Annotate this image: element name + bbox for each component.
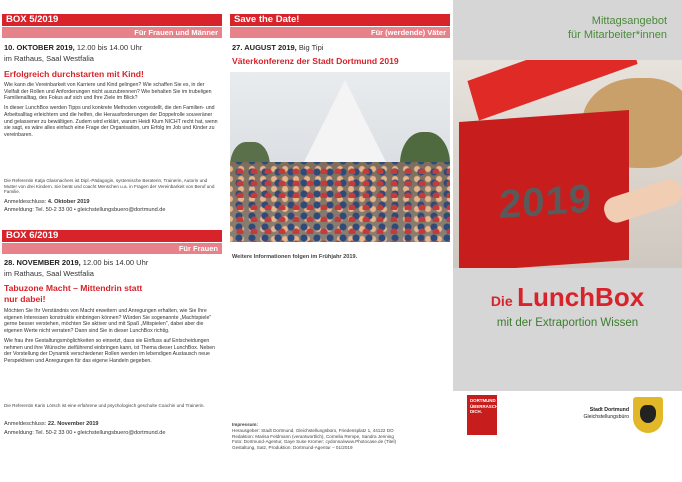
box6-header-label: BOX 6/2019 bbox=[6, 230, 59, 241]
box6-audience-bar bbox=[2, 243, 222, 254]
dortmund-ueberrascht-logo: DORTMUND ÜBERRASCHT. DICH. bbox=[467, 395, 497, 435]
impressum-line-1: Herausgeber: Stadt Dortmund, Gleichstellungsbüro, Friedensplatz 1, 44122 DO bbox=[232, 427, 394, 433]
box5-header-label: BOX 5/2019 bbox=[6, 14, 59, 25]
box5-place: im Rathaus, Saal Westfalia bbox=[4, 54, 94, 63]
box6-deadline: 22. November 2019 bbox=[47, 421, 99, 427]
box5-date-line bbox=[4, 43, 222, 53]
box6-date-line bbox=[4, 258, 222, 268]
cover-panel bbox=[453, 0, 682, 482]
column-save-the-date bbox=[228, 0, 450, 482]
office-name: Gleichstellungsbüro bbox=[583, 413, 629, 420]
photo-crowd bbox=[230, 162, 450, 242]
box6-deadline-label: Anmeldeschluss: bbox=[4, 421, 47, 427]
box5-paragraph-2: In dieser LunchBox werden Tipps und konkrete Methoden vorgestellt, die den Familien- und Arbeitsalltag erleichtern und die helfen, die Herausforderungen der Doppelrolle souveräner und gelassener zu bewältigen. Zudem wird erklärt, warum Heidi Klum NICHT recht hat, wenn sie sagt, es wäre alles einfach eine Frage der Organisation, um Erfolg im Job und Kinder zu vereinbaren. bbox=[4, 105, 218, 138]
box5-description bbox=[4, 82, 219, 142]
box5-referentin: Die Referentin Katja Glasmachers ist Dipl.-Pädagogin, systemische Beraterin, Trainerin, Autorin und Mutter von drei Kindern. Sie berät und coacht Menschen u.a. in Fragen der Vereinbarkeit von Beruf und Familie. bbox=[4, 178, 215, 195]
save-date-audience: Für (werdende) Väter bbox=[370, 28, 446, 37]
box6-audience: Für Frauen bbox=[178, 244, 218, 253]
box6-paragraph-1: Möchten Sie Ihr Verständnis von Macht erweitern und Anregungen erhalten, wie Sie Ihre eigenen Interessen konstruktiv einbringen können? Würden Sie sogenannte „Machtspiele" gerne besser verstehen, möchten Sie aktiver und mit Spaß „Mitspielen", dabei aber die eigenen Werte nicht verraten? Dann sind Sie in dieser LunchBox richtig. bbox=[4, 308, 212, 335]
box6-paragraph-2: Wie frau ihre Gestaltungsmöglichkeiten so einsetzt, dass sie Einfluss auf Entscheidungen nehmen und ihre Wünsche zielführend einbringen kann, ist Thema dieser LunchBox. Neben der Vorstellung der Dynamik verschiedener Rollen werden im lebendigen Austausch neue Perspektiven und Anregungen für das eigene Handeln gegeben. bbox=[4, 337, 215, 364]
mailbox-year: 2019 bbox=[499, 176, 592, 228]
box6-header bbox=[2, 230, 222, 242]
box5-deadline-line bbox=[4, 199, 219, 206]
impressum bbox=[232, 422, 447, 451]
box5-title: Erfolgreich durchstarten mit Kind! bbox=[4, 69, 144, 79]
cover-subtitle-line-1: Mittagsangebot bbox=[591, 15, 667, 27]
box6-title: Tabuzone Macht – Mittendrin statt nur dabei! bbox=[4, 283, 143, 304]
cover-subtitle bbox=[453, 14, 675, 42]
box6-time: 12.00 bis 14.00 Uhr bbox=[82, 258, 149, 267]
box5-time: 12.00 bis 14.00 Uhr bbox=[76, 43, 143, 52]
red-mailbox bbox=[459, 110, 629, 268]
box5-deadline: 4. Oktober 2019 bbox=[47, 199, 90, 205]
box6-description bbox=[4, 308, 219, 368]
save-date-date: 27. AUGUST 2019, bbox=[232, 43, 297, 52]
box6-deadline-line bbox=[4, 421, 219, 428]
box5-deadline-label: Anmeldeschluss: bbox=[4, 199, 47, 205]
brand-name: LunchBox bbox=[517, 282, 645, 312]
box5-contact: Anmeldung: Tel. 50-2 33 00 • gleichstellungsbuero@dortmund.de bbox=[4, 207, 166, 213]
brand-tagline: mit der Extraportion Wissen bbox=[496, 317, 639, 329]
save-date-audience-bar bbox=[230, 27, 450, 38]
eagle-icon bbox=[640, 405, 656, 423]
city-logo-text bbox=[571, 407, 629, 420]
group-photo-image bbox=[230, 72, 450, 242]
save-date-info: Weitere Informationen folgen im Frühjahr 2019. bbox=[232, 254, 358, 260]
back-panel bbox=[453, 391, 682, 482]
impressum-heading: Impressum: bbox=[232, 422, 259, 427]
box5-audience-bar bbox=[2, 27, 222, 38]
cover-subtitle-line-2: für Mitarbeiter*innen bbox=[567, 29, 667, 41]
box6-contact: Anmeldung: Tel. 50-2 33 00 • gleichstellungsbuero@dortmund.de bbox=[4, 430, 166, 436]
column-box-5-and-6 bbox=[0, 0, 222, 482]
save-date-header-label: Save the Date! bbox=[234, 14, 300, 25]
impressum-line-4: Gestaltung, Satz, Produktion: Dortmund-Agentur – 01/2019 bbox=[232, 445, 353, 451]
cover-photo-image bbox=[453, 60, 682, 268]
box6-referentin: Die Referentin Karin Lörsch ist eine erfahrene und psychologisch geschulte Coachin und Trainerin. bbox=[4, 403, 205, 408]
save-date-title: Väterkonferenz der Stadt Dortmund 2019 bbox=[232, 56, 399, 66]
box5-audience: Für Frauen und Männer bbox=[134, 28, 218, 37]
brand-title bbox=[453, 282, 682, 316]
impressum-line-2: Redaktion: Marisa Feldmann (verantwortlich), Cornelia Rempe, Sandra Jenning bbox=[232, 433, 394, 439]
box5-paragraph-1: Wie kann die Vereinbarkeit von Karriere und Kind gelingen? Wie schaffen Sie es, in der Vielfalt der Rollen und Anforderungen nicht auszubrennen? Wie behalten Sie im trubeligen Familienalltag, des Fokus auf sich und Ihre Ziele im Blick? bbox=[4, 82, 212, 102]
impressum-line-3: Foto: Dortmund-Agentur, Gaye Suse Kromer; cydonna/www.Photocase.de (Titel) bbox=[232, 439, 397, 445]
brand-die: Die bbox=[490, 293, 513, 309]
save-date-place: Big Tipi bbox=[298, 43, 324, 52]
box6-date: 28. NOVEMBER 2019, bbox=[4, 258, 81, 267]
city-name: Stadt Dortmund bbox=[589, 407, 629, 413]
save-date-header bbox=[230, 14, 450, 26]
box5-header bbox=[2, 14, 222, 26]
brand-block bbox=[453, 282, 682, 330]
save-date-date-line bbox=[232, 43, 450, 53]
dortmund-crest-icon bbox=[633, 397, 663, 433]
box6-place: im Rathaus, Saal Westfalia bbox=[4, 269, 94, 278]
box5-date: 10. OKTOBER 2019, bbox=[4, 43, 75, 52]
